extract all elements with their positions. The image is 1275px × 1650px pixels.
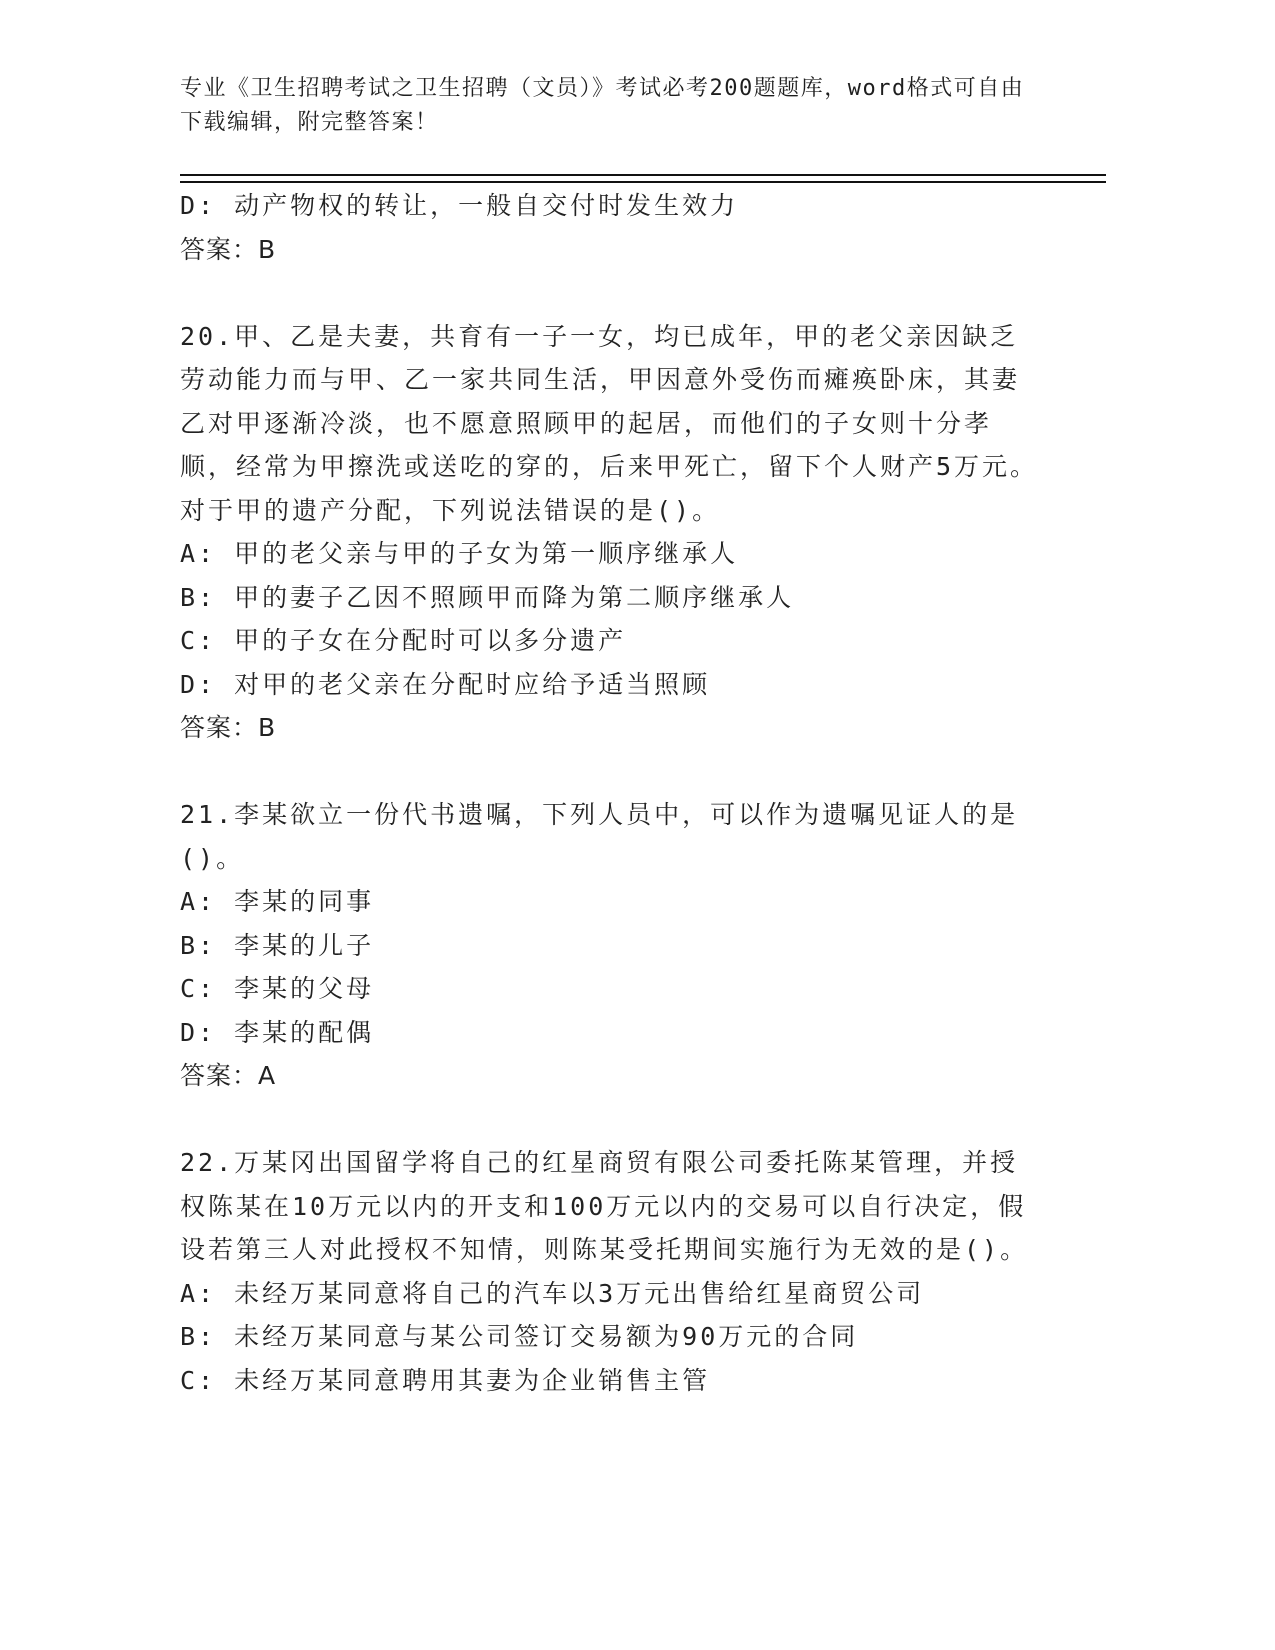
option-c: C: 未经万某同意聘用其妻为企业销售主管 [180,1365,711,1395]
option-b: B: 甲的妻子乙因不照顾甲而降为第二顺序继承人 [180,582,795,612]
document-body [180,184,1040,1402]
header-divider-top [180,174,1106,176]
question-answer: 答案：B [180,713,277,742]
option-b: B: 未经万某同意与某公司签订交易额为90万元的合同 [180,1322,859,1351]
option-b: B: 李某的儿子 [180,930,375,960]
question-answer: 答案：A [180,1061,277,1090]
option-d: D: 李某的配偶 [180,1017,375,1047]
page-header: 专业《卫生招聘考试之卫生招聘（文员）》考试必考200题题库，word格式可自由下载编辑，附完整答案！ [180,76,1025,135]
spacer [180,1098,1040,1142]
question-22 [180,1141,1040,1402]
option-d: D: 对甲的老父亲在分配时应给予适当照顾 [180,669,711,699]
option-a: A: 李某的同事 [180,887,375,916]
spacer [180,750,1040,794]
spacer [180,271,1040,315]
question-stem: 21.李某欲立一份代书遗嘱，下列人员中，可以作为遗嘱见证人的是()。 [180,800,1019,873]
question-stem: 22.万某冈出国留学将自己的红星商贸有限公司委托陈某管理，并授权陈某在10万元以内的开支和100万元以内的交易可以自行决定，假设若第三人对此授权不知情，则陈某受托期间实施行为无效的是()。 [180,1148,1029,1264]
option-a: A: 未经万某同意将自己的汽车以3万元出售给红星商贸公司 [180,1278,925,1308]
question-21 [180,793,1040,1098]
header-divider-bottom [180,181,1106,183]
option-c: C: 甲的子女在分配时可以多分遗产 [180,626,627,655]
question-stem: 20.甲、乙是夫妻，共育有一子一女，均已成年，甲的老父亲因缺乏劳动能力而与甲、乙一家共同生活，甲因意外受伤而瘫痪卧床，其妻乙对甲逐渐冷淡，也不愿意照顾甲的起居，而他们的子女则十分孝顺，经常为甲擦洗或送吃的穿的，后来甲死亡，留下个人财产5万元。对于甲的遗产分配，下列说法错误的是()。 [180,321,1039,525]
option-c: C: 李某的父母 [180,974,375,1003]
prev-option-d: D: 动产物权的转让，一般自交付时发生效力 [180,191,739,220]
prev-answer: 答案：B [180,234,277,264]
option-a: A: 甲的老父亲与甲的子女为第一顺序继承人 [180,539,739,568]
question-20 [180,315,1040,750]
